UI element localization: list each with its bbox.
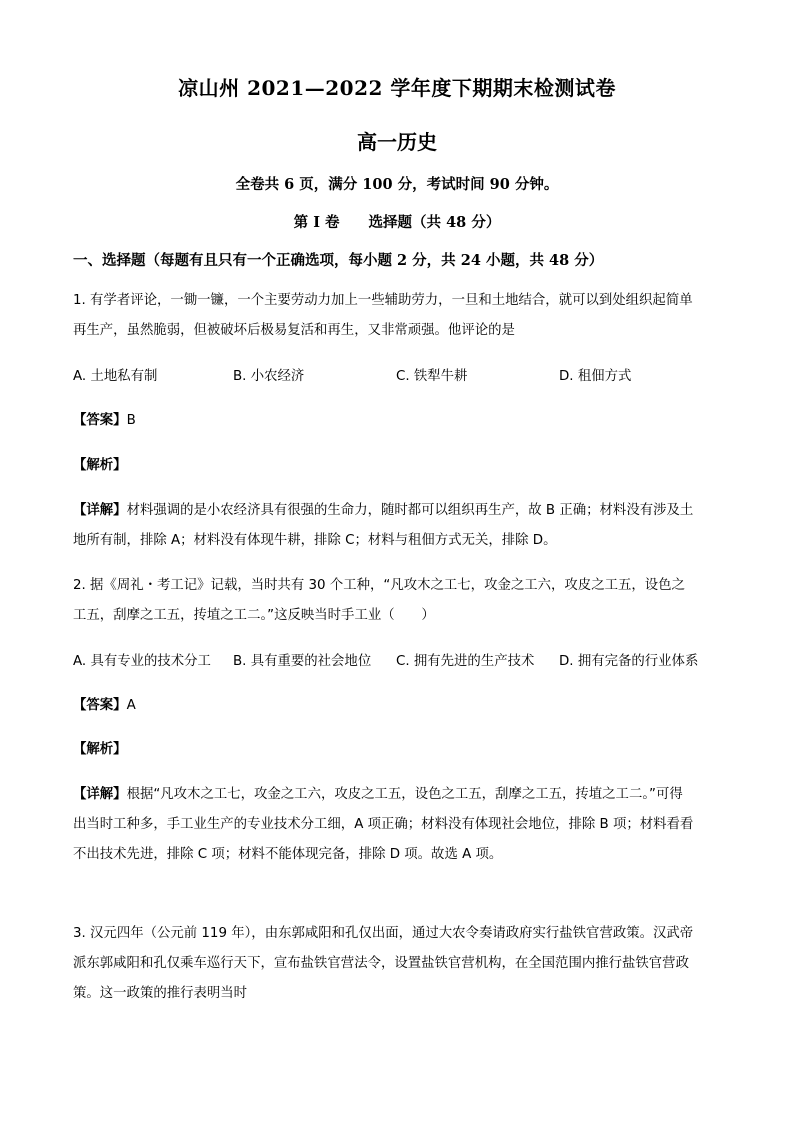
volume-heading: 第 I 卷 选择题（共 48 分） bbox=[293, 214, 501, 231]
option-d: D. 拥有完备的行业体系 bbox=[559, 654, 699, 669]
exam-info: 全卷共 6 页，满分 100 分，考试时间 90 分钟。 bbox=[235, 176, 559, 193]
answer-tag: 【答案】 bbox=[73, 698, 127, 713]
detail-line: 地所有制，排除 A；材料没有体现牛耕，排除 C；材料与租佃方式无关，排除 D。 bbox=[73, 533, 557, 548]
option-a: A. 土地私有制 bbox=[73, 369, 158, 384]
question-2-detail bbox=[73, 780, 721, 870]
answer-value: B bbox=[126, 413, 136, 428]
detail-tag: 【详解】 bbox=[73, 787, 127, 802]
detail-line bbox=[73, 780, 721, 810]
analysis-tag: 【解析】 bbox=[73, 742, 127, 757]
question-1-options bbox=[73, 362, 721, 392]
detail-tag: 【详解】 bbox=[73, 503, 127, 518]
question-1-detail bbox=[73, 496, 721, 556]
option-b: B. 小农经济 bbox=[233, 369, 305, 384]
exam-title: 凉山州 2021—2022 学年度下期期末检测试卷 bbox=[178, 76, 616, 100]
subject-title: 高一历史 bbox=[357, 130, 437, 154]
section-heading: 一、选择题（每题有且只有一个正确选项，每小题 2 分，共 24 小题，共 48 分） bbox=[73, 252, 604, 269]
option-a: A. 具有专业的技术分工 bbox=[73, 654, 211, 669]
detail-text: 根据“凡攻木之工七，攻金之工六，攻皮之工五，设色之工五，刮摩之工五，抟埴之工二。”可得 bbox=[126, 787, 683, 802]
question-2-options bbox=[73, 647, 721, 677]
question-3-stem bbox=[73, 919, 721, 1009]
option-d: D. 租佃方式 bbox=[559, 369, 632, 384]
question-1-answer bbox=[73, 406, 136, 436]
stem-line: 工五，刮摩之工五，抟埴之工二。”这反映当时手工业（ ） bbox=[73, 608, 435, 623]
answer-value: A bbox=[126, 698, 136, 713]
detail-line: 不出技术先进，排除 C 项；材料不能体现完备，排除 D 项。故选 A 项。 bbox=[73, 847, 503, 862]
stem-line: 策。这一政策的推行表明当时 bbox=[73, 986, 248, 1001]
stem-line: 1. 有学者评论，一锄一镰，一个主要劳动力加上一些辅助劳力，一旦和土地结合，就可以到处组织起简单 bbox=[73, 293, 693, 308]
detail-text: 材料强调的是小农经济具有很强的生命力，随时都可以组织再生产，故 B 正确；材料没有涉及土 bbox=[126, 503, 694, 518]
stem-line: 2. 据《周礼・考工记》记载，当时共有 30 个工种，“凡攻木之工七，攻金之工六，攻皮之工五，设色之 bbox=[73, 578, 685, 593]
option-c: C. 铁犁牛耕 bbox=[396, 369, 468, 384]
stem-line: 3. 汉元四年（公元前 119 年），由东郭咸阳和孔仅出面，通过大农令奏请政府实行盐铁官营政策。汉武帝 bbox=[73, 926, 694, 941]
option-c: C. 拥有先进的生产技术 bbox=[396, 654, 535, 669]
answer-tag: 【答案】 bbox=[73, 413, 127, 428]
question-2-answer bbox=[73, 691, 136, 721]
analysis-tag: 【解析】 bbox=[73, 458, 127, 473]
stem-line: 派东郭咸阳和孔仅乘车巡行天下，宣布盐铁官营法令，设置盐铁官营机构，在全国范围内推行盐铁官营政 bbox=[73, 956, 689, 971]
option-b: B. 具有重要的社会地位 bbox=[233, 654, 372, 669]
question-2-stem bbox=[73, 571, 721, 631]
stem-line: 再生产，虽然脆弱，但被破坏后极易复活和再生，又非常顽强。他评论的是 bbox=[73, 323, 515, 338]
detail-line bbox=[73, 496, 721, 526]
question-1-analysis bbox=[73, 451, 127, 481]
question-1-stem bbox=[73, 286, 721, 346]
detail-line: 出当时工种多，手工业生产的专业技术分工细，A 项正确；材料没有体现社会地位，排除 B 项；材料看看 bbox=[73, 817, 694, 832]
question-2-analysis bbox=[73, 735, 127, 765]
